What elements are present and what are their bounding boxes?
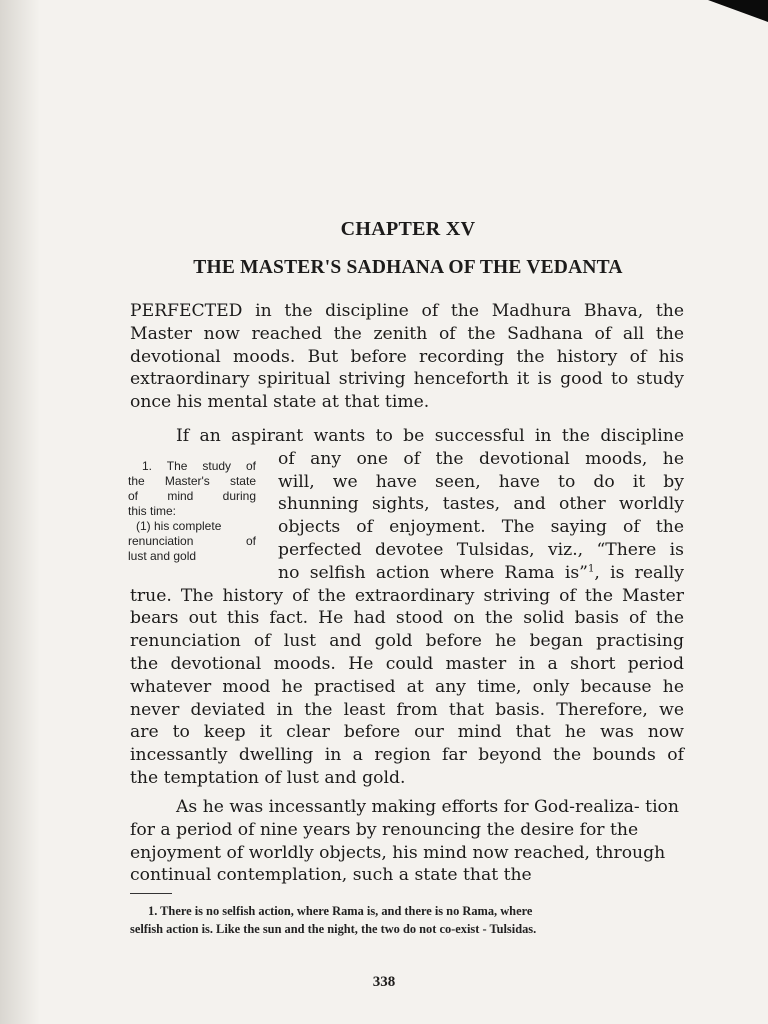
text-line: perfected devotee Tulsidas, viz., “There is xyxy=(278,539,684,560)
footnote-line: 1. There is no selfish action, where Rama is, and there is no Rama, where xyxy=(148,904,533,918)
marginal-line: this time: xyxy=(128,504,177,518)
text-line: Master now reached the zenith of the Sadhana of all the xyxy=(130,323,684,344)
marginal-line: renunciation of xyxy=(128,534,256,548)
footnote-line: selfish action is. Like the sun and the night, the two do not co-exist - Tulsidas. xyxy=(130,922,537,936)
text-line: whatever mood he practised at any time, only because he xyxy=(130,676,684,697)
paragraph-3 xyxy=(130,796,684,887)
text-line: incessantly dwelling in a region far beyond the bounds of xyxy=(130,745,684,766)
text-line: objects of enjoyment. The saying of the xyxy=(278,517,684,538)
text-line: never deviated in the least from that basis. Therefore, we xyxy=(130,699,684,720)
text-line: As he was incessantly making efforts for God-realiza- xyxy=(176,797,640,817)
page-corner xyxy=(708,0,768,22)
text-line: the temptation of lust and gold. xyxy=(130,767,406,788)
text-line: shunning sights, tastes, and other worldly xyxy=(278,494,684,515)
marginal-line: of mind during xyxy=(128,489,256,503)
chapter-heading: CHAPTER XV xyxy=(340,218,476,240)
text-line: are to keep it clear before our mind that he was now xyxy=(130,722,684,743)
text-line: true. The history of the extraordinary striving of the Master xyxy=(130,585,684,606)
text-line: of any one of the devotional moods, he xyxy=(278,448,684,469)
footnote-divider xyxy=(130,893,172,894)
text-fragment: no selfish action where Rama is” xyxy=(278,562,588,583)
text-line: devotional moods. But before recording the history of his xyxy=(130,346,684,367)
page-number: 338 xyxy=(372,974,396,990)
text-line: renunciation of lust and gold before he began practising xyxy=(130,631,684,652)
text-line: PERFECTED in the discipline of the Madhura Bhava, the xyxy=(130,301,684,321)
marginal-line: lust and gold xyxy=(128,549,197,563)
marginal-line: 1. The study of xyxy=(142,459,256,473)
marginal-line: (1) his complete xyxy=(136,519,222,533)
footnote-ref: 1 xyxy=(587,563,595,575)
marginal-note xyxy=(128,459,256,564)
chapter-title: THE MASTER'S SADHANA OF THE VEDANTA xyxy=(193,257,623,278)
text-line: the enjoyment of worldly objects, his mind now reached, xyxy=(130,819,639,863)
text-line: extraordinary spiritual striving henceforth it is good to study xyxy=(130,369,684,390)
text-line: bears out this fact. He had stood on the solid basis of the xyxy=(130,608,684,629)
text-line: tion for a period of nine years by renouncing the desire for xyxy=(130,797,679,840)
text-line: once his mental state at that time. xyxy=(130,392,430,413)
text-line: the devotional moods. He could master in a short period xyxy=(130,653,684,674)
paragraph-1 xyxy=(130,300,684,414)
footnote xyxy=(130,902,678,938)
text-line: through continual contemplation, such a state that the xyxy=(130,842,666,886)
text-fragment: , is really xyxy=(594,562,685,583)
page-gutter-shadow xyxy=(0,0,40,1024)
text-line: will, we have seen, have to do it by xyxy=(278,471,684,492)
text-line-with-footnote-ref xyxy=(278,562,684,585)
marginal-line: the Master's state xyxy=(128,474,256,488)
text-line: If an aspirant wants to be successful in the discipline xyxy=(176,426,684,446)
